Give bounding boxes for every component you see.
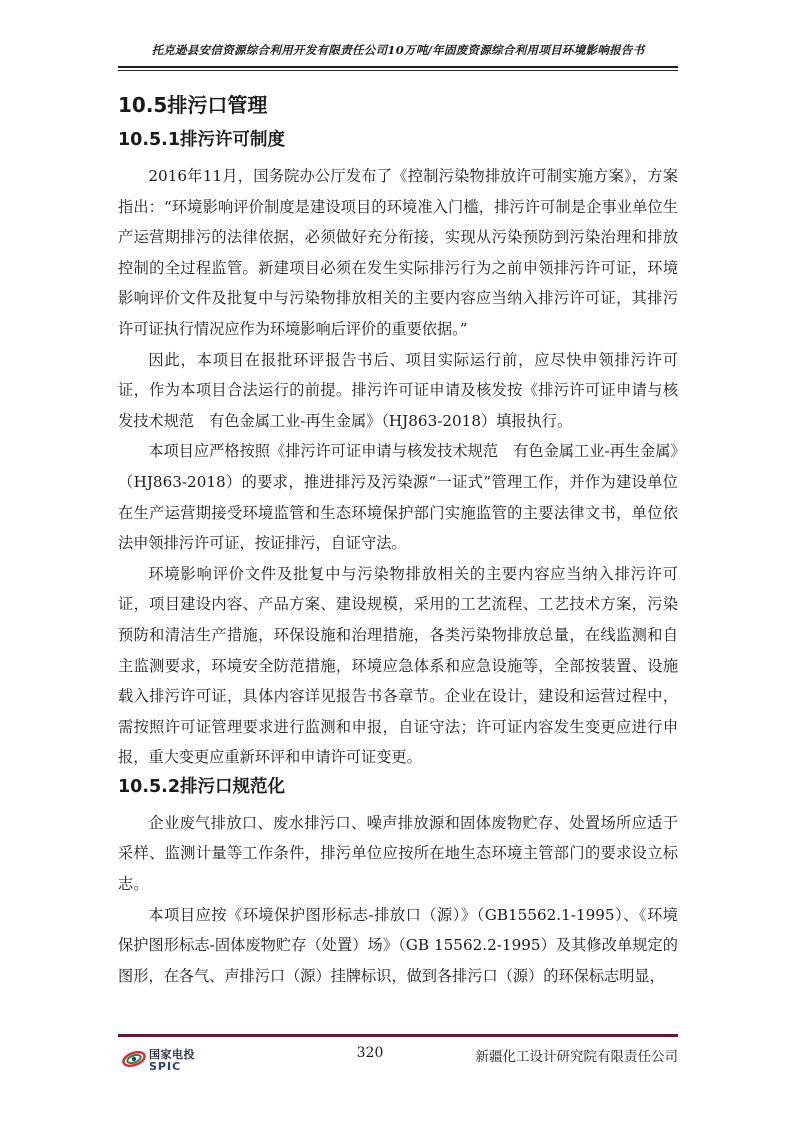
- spic-logo-icon: [122, 1047, 146, 1071]
- paragraph: 本项目应严格按照《排污许可证申请与核发技术规范 有色金属工业-再生金属》（HJ863-2018）的要求，推进排污及污染源“一证式”管理工作，并作为建设单位在生产运营期接受环境监管和生态环境保护部门实施监管的主要法律文书，单位依法申领排污许可证，按证排污，自证守法。: [118, 442, 678, 553]
- header-rule-thick: [118, 66, 678, 68]
- paragraph: 因此，本项目在报批环评报告书后、项目实际运行前，应尽快申领排污许可证，作为本项目合法运行的前提。排污许可证申请及核发按《排污许可证申请与核发技术规范 有色金属工业-再生金属》（HJ863-2018）填报执行。: [118, 350, 678, 430]
- logo-chinese-text: 国家电投: [149, 1048, 195, 1061]
- footer-rule: [118, 1034, 678, 1037]
- paragraph: 本项目应按《环境保护图形标志-排放口（源）》（GB15562.1-1995）、《环境保护图形标志-固体废物贮存（处置）场》（GB 15562.2-1995）及其修改单规定的图形，在各气、声排污口（源）挂牌标识，做到各排污口（源）的环保标志明显，: [118, 905, 678, 985]
- subsection-heading-10-5-2: 10.5.2排污口规范化: [118, 776, 286, 797]
- spic-logo: [122, 1043, 202, 1077]
- logo-english-text: SPIC: [149, 1060, 182, 1073]
- running-header-title: 托克逊县安信资源综合利用开发有限责任公司10万吨/年固废资源综合利用项目环境影响报告书: [151, 43, 645, 57]
- company-name: 新疆化工设计研究院有限责任公司: [475, 1049, 678, 1065]
- subsection-heading-10-5-1: 10.5.1排污许可制度: [118, 130, 286, 150]
- header-rule-thin: [118, 70, 678, 71]
- page-number: 320: [356, 1045, 384, 1061]
- paragraph: 企业废气排放口、废水排污口、噪声排放源和固体废物贮存、处置场所应适于采样、监测计量等工作条件，排污单位应按所在地生态环境主管部门的要求设立标志。: [118, 813, 678, 894]
- section-heading-10-5: 10.5排污口管理: [118, 93, 268, 117]
- page-content: [118, 90, 678, 991]
- paragraph: 环境影响评价文件及批复中与污染物排放相关的主要内容应当纳入排污许可证，项目建设内容、产品方案、建设规模，采用的工艺流程、工艺技术方案，污染预防和清洁生产措施，环保设施和治理措施，各类污染物排放总量，在线监测和自主监测要求，环境安全防范措施，环境应急体系和应急设施等，全部按装置、设施载入排污许可证，具体内容详见报告书各章节。企业在设计，建设和运营过程中，需按照许可证管理要求进行监测和申报，自证守法；许可证内容发生变更应进行申报，重大变更应重新环评和申请许可证变更。: [118, 564, 678, 767]
- paragraph: 2016年11月，国务院办公厅发布了《控制污染物排放许可制实施方案》，方案指出：“环境影响评价制度是建设项目的环境准入门槛，排污许可制是企事业单位生产运营期排污的法律依据，必须做好充分衔接，实现从污染预防到污染治理和排放控制的全过程监管。新建项目必须在发生实际排污行为之前申领排污许可证，环境影响评价文件及批复中与污染物排放相关的主要内容应当纳入排污许可证，其排污许可证执行情况应作为环境影响后评价的重要依据。”: [118, 167, 678, 338]
